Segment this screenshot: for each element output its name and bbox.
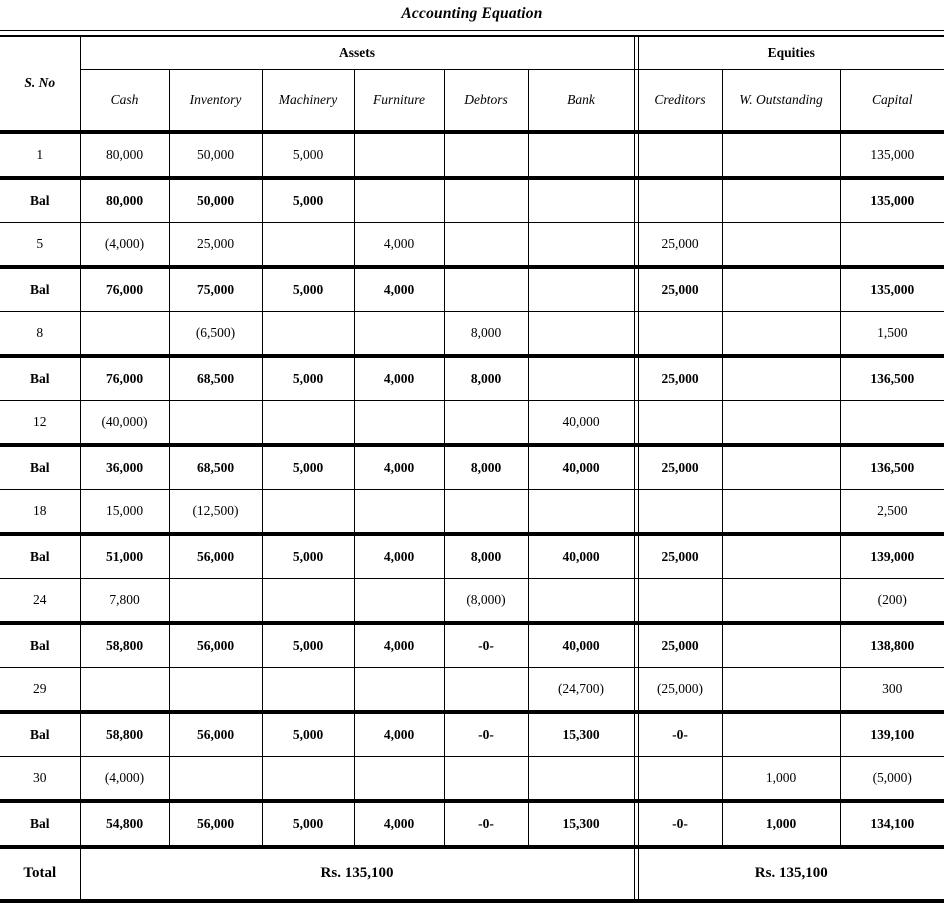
- cell-furniture: [354, 178, 444, 223]
- cell-debtors: [444, 178, 528, 223]
- header-col-bank: Bank: [528, 69, 634, 132]
- cell-machinery: 5,000: [262, 623, 354, 668]
- cell-bank: [528, 756, 634, 801]
- table-bottom-spacer: [0, 901, 944, 909]
- header-col-creditors: Creditors: [638, 69, 722, 132]
- cell-machinery: [262, 667, 354, 712]
- cell-creditors: 25,000: [638, 356, 722, 401]
- cell-w-outstanding: [722, 445, 840, 490]
- row-sno: 5: [0, 222, 80, 267]
- cell-bank: [528, 267, 634, 312]
- row-sno: Bal: [0, 356, 80, 401]
- cell-debtors: (8,000): [444, 578, 528, 623]
- cell-machinery: 5,000: [262, 356, 354, 401]
- table-row: [0, 801, 944, 847]
- table-row: [0, 267, 944, 312]
- row-sno: 12: [0, 400, 80, 445]
- row-sno: Bal: [0, 623, 80, 668]
- cell-bank: [528, 356, 634, 401]
- cell-bank: 40,000: [528, 534, 634, 579]
- cell-w-outstanding: [722, 534, 840, 579]
- cell-inventory: (6,500): [169, 311, 262, 356]
- table-row: [0, 578, 944, 623]
- cell-furniture: [354, 489, 444, 534]
- cell-cash: 7,800: [80, 578, 169, 623]
- cell-w-outstanding: [722, 400, 840, 445]
- cell-capital: (200): [840, 578, 944, 623]
- cell-creditors: 25,000: [638, 445, 722, 490]
- cell-furniture: 4,000: [354, 222, 444, 267]
- cell-furniture: 4,000: [354, 712, 444, 757]
- cell-debtors: [444, 756, 528, 801]
- cell-machinery: [262, 311, 354, 356]
- cell-capital: 136,500: [840, 356, 944, 401]
- cell-creditors: [638, 178, 722, 223]
- cell-cash: 58,800: [80, 712, 169, 757]
- table-row: [0, 623, 944, 668]
- cell-machinery: [262, 222, 354, 267]
- cell-machinery: 5,000: [262, 178, 354, 223]
- header-col-cash: Cash: [80, 69, 169, 132]
- cell-debtors: 8,000: [444, 534, 528, 579]
- table-body: [0, 30, 944, 909]
- cell-furniture: 4,000: [354, 267, 444, 312]
- cell-capital: [840, 222, 944, 267]
- cell-creditors: [638, 578, 722, 623]
- cell-inventory: [169, 667, 262, 712]
- cell-furniture: [354, 667, 444, 712]
- cell-w-outstanding: [722, 623, 840, 668]
- total-assets: Rs. 135,100: [80, 847, 634, 901]
- cell-machinery: [262, 489, 354, 534]
- table-row: [0, 178, 944, 223]
- cell-furniture: [354, 132, 444, 178]
- table-row: [0, 534, 944, 579]
- cell-bank: [528, 489, 634, 534]
- cell-creditors: [638, 489, 722, 534]
- cell-capital: 135,000: [840, 267, 944, 312]
- cell-creditors: -0-: [638, 801, 722, 847]
- cell-cash: 58,800: [80, 623, 169, 668]
- table-row: [0, 356, 944, 401]
- cell-cash: 76,000: [80, 267, 169, 312]
- table-row: [0, 132, 944, 178]
- cell-inventory: 68,500: [169, 356, 262, 401]
- header-col-furniture: Furniture: [354, 69, 444, 132]
- cell-debtors: [444, 267, 528, 312]
- cell-capital: 139,000: [840, 534, 944, 579]
- cell-w-outstanding: [722, 311, 840, 356]
- header-col-inventory: Inventory: [169, 69, 262, 132]
- cell-cash: 51,000: [80, 534, 169, 579]
- header-col-w-outstanding: W. Outstanding: [722, 69, 840, 132]
- header-col-debtors: Debtors: [444, 69, 528, 132]
- row-sno: Bal: [0, 178, 80, 223]
- accounting-equation-table: [0, 30, 944, 909]
- table-row: [0, 222, 944, 267]
- cell-inventory: [169, 400, 262, 445]
- header-assets-group: Assets: [80, 36, 634, 70]
- cell-furniture: [354, 400, 444, 445]
- cell-creditors: -0-: [638, 712, 722, 757]
- cell-debtors: -0-: [444, 712, 528, 757]
- cell-debtors: [444, 222, 528, 267]
- row-sno: 29: [0, 667, 80, 712]
- cell-inventory: (12,500): [169, 489, 262, 534]
- cell-w-outstanding: [722, 667, 840, 712]
- cell-machinery: 5,000: [262, 534, 354, 579]
- table-row: [0, 311, 944, 356]
- cell-capital: [840, 400, 944, 445]
- cell-creditors: [638, 756, 722, 801]
- cell-capital: 2,500: [840, 489, 944, 534]
- cell-furniture: [354, 578, 444, 623]
- cell-capital: 139,100: [840, 712, 944, 757]
- cell-capital: 1,500: [840, 311, 944, 356]
- cell-furniture: 4,000: [354, 623, 444, 668]
- cell-cash: [80, 311, 169, 356]
- row-sno: Bal: [0, 267, 80, 312]
- cell-w-outstanding: [722, 178, 840, 223]
- cell-bank: [528, 222, 634, 267]
- cell-creditors: 25,000: [638, 267, 722, 312]
- cell-debtors: -0-: [444, 801, 528, 847]
- cell-inventory: 50,000: [169, 178, 262, 223]
- cell-creditors: [638, 311, 722, 356]
- header-sno: S. No: [0, 36, 80, 132]
- bottom-spacer-cell: [0, 901, 944, 909]
- cell-creditors: (25,000): [638, 667, 722, 712]
- cell-capital: 135,000: [840, 178, 944, 223]
- cell-creditors: 25,000: [638, 222, 722, 267]
- cell-machinery: [262, 578, 354, 623]
- page-title: Accounting Equation: [401, 5, 543, 22]
- cell-debtors: [444, 489, 528, 534]
- cell-inventory: 68,500: [169, 445, 262, 490]
- cell-debtors: [444, 667, 528, 712]
- cell-furniture: 4,000: [354, 445, 444, 490]
- cell-creditors: [638, 132, 722, 178]
- cell-debtors: [444, 400, 528, 445]
- cell-machinery: 5,000: [262, 132, 354, 178]
- cell-capital: 134,100: [840, 801, 944, 847]
- cell-bank: [528, 132, 634, 178]
- cell-bank: 40,000: [528, 623, 634, 668]
- cell-cash: (40,000): [80, 400, 169, 445]
- cell-furniture: 4,000: [354, 534, 444, 579]
- cell-debtors: 8,000: [444, 311, 528, 356]
- cell-machinery: 5,000: [262, 712, 354, 757]
- table-row: [0, 667, 944, 712]
- cell-cash: (4,000): [80, 756, 169, 801]
- cell-w-outstanding: 1,000: [722, 801, 840, 847]
- table-row: [0, 489, 944, 534]
- cell-cash: [80, 667, 169, 712]
- row-sno: 30: [0, 756, 80, 801]
- cell-debtors: [444, 132, 528, 178]
- cell-machinery: 5,000: [262, 445, 354, 490]
- cell-capital: 136,500: [840, 445, 944, 490]
- cell-inventory: [169, 756, 262, 801]
- cell-bank: 40,000: [528, 400, 634, 445]
- cell-capital: (5,000): [840, 756, 944, 801]
- table-row: [0, 712, 944, 757]
- cell-cash: 76,000: [80, 356, 169, 401]
- cell-inventory: 25,000: [169, 222, 262, 267]
- cell-cash: 54,800: [80, 801, 169, 847]
- header-col-machinery: Machinery: [262, 69, 354, 132]
- cell-inventory: 56,000: [169, 623, 262, 668]
- row-sno: 24: [0, 578, 80, 623]
- table-row: [0, 756, 944, 801]
- cell-bank: (24,700): [528, 667, 634, 712]
- cell-machinery: 5,000: [262, 801, 354, 847]
- cell-machinery: [262, 756, 354, 801]
- cell-inventory: 75,000: [169, 267, 262, 312]
- header-col-capital: Capital: [840, 69, 944, 132]
- cell-inventory: 50,000: [169, 132, 262, 178]
- cell-w-outstanding: [722, 132, 840, 178]
- cell-capital: 300: [840, 667, 944, 712]
- cell-bank: 15,300: [528, 712, 634, 757]
- cell-cash: (4,000): [80, 222, 169, 267]
- header-equities-group: Equities: [638, 36, 944, 70]
- cell-debtors: 8,000: [444, 445, 528, 490]
- header-group-row: [0, 36, 944, 70]
- row-sno: 18: [0, 489, 80, 534]
- cell-capital: 138,800: [840, 623, 944, 668]
- cell-creditors: 25,000: [638, 623, 722, 668]
- row-sno: 8: [0, 311, 80, 356]
- cell-machinery: 5,000: [262, 267, 354, 312]
- cell-creditors: 25,000: [638, 534, 722, 579]
- cell-furniture: 4,000: [354, 801, 444, 847]
- cell-w-outstanding: [722, 712, 840, 757]
- cell-cash: 36,000: [80, 445, 169, 490]
- cell-w-outstanding: 1,000: [722, 756, 840, 801]
- cell-machinery: [262, 400, 354, 445]
- row-sno: Bal: [0, 801, 80, 847]
- cell-bank: [528, 311, 634, 356]
- cell-creditors: [638, 400, 722, 445]
- row-sno: 1: [0, 132, 80, 178]
- table-row: [0, 400, 944, 445]
- total-label: Total: [0, 847, 80, 901]
- cell-bank: 40,000: [528, 445, 634, 490]
- cell-debtors: -0-: [444, 623, 528, 668]
- row-sno: Bal: [0, 712, 80, 757]
- cell-bank: 15,300: [528, 801, 634, 847]
- cell-cash: 80,000: [80, 132, 169, 178]
- cell-w-outstanding: [722, 489, 840, 534]
- cell-inventory: 56,000: [169, 801, 262, 847]
- cell-inventory: 56,000: [169, 534, 262, 579]
- cell-cash: 80,000: [80, 178, 169, 223]
- cell-w-outstanding: [722, 356, 840, 401]
- cell-capital: 135,000: [840, 132, 944, 178]
- cell-cash: 15,000: [80, 489, 169, 534]
- cell-furniture: 4,000: [354, 356, 444, 401]
- cell-bank: [528, 178, 634, 223]
- cell-w-outstanding: [722, 267, 840, 312]
- row-sno: Bal: [0, 534, 80, 579]
- header-columns-row: [0, 69, 944, 132]
- cell-w-outstanding: [722, 222, 840, 267]
- cell-debtors: 8,000: [444, 356, 528, 401]
- cell-w-outstanding: [722, 578, 840, 623]
- cell-furniture: [354, 311, 444, 356]
- total-equities: Rs. 135,100: [638, 847, 944, 901]
- cell-inventory: [169, 578, 262, 623]
- table-row: [0, 445, 944, 490]
- cell-furniture: [354, 756, 444, 801]
- total-row: [0, 847, 944, 901]
- row-sno: Bal: [0, 445, 80, 490]
- cell-inventory: 56,000: [169, 712, 262, 757]
- cell-bank: [528, 578, 634, 623]
